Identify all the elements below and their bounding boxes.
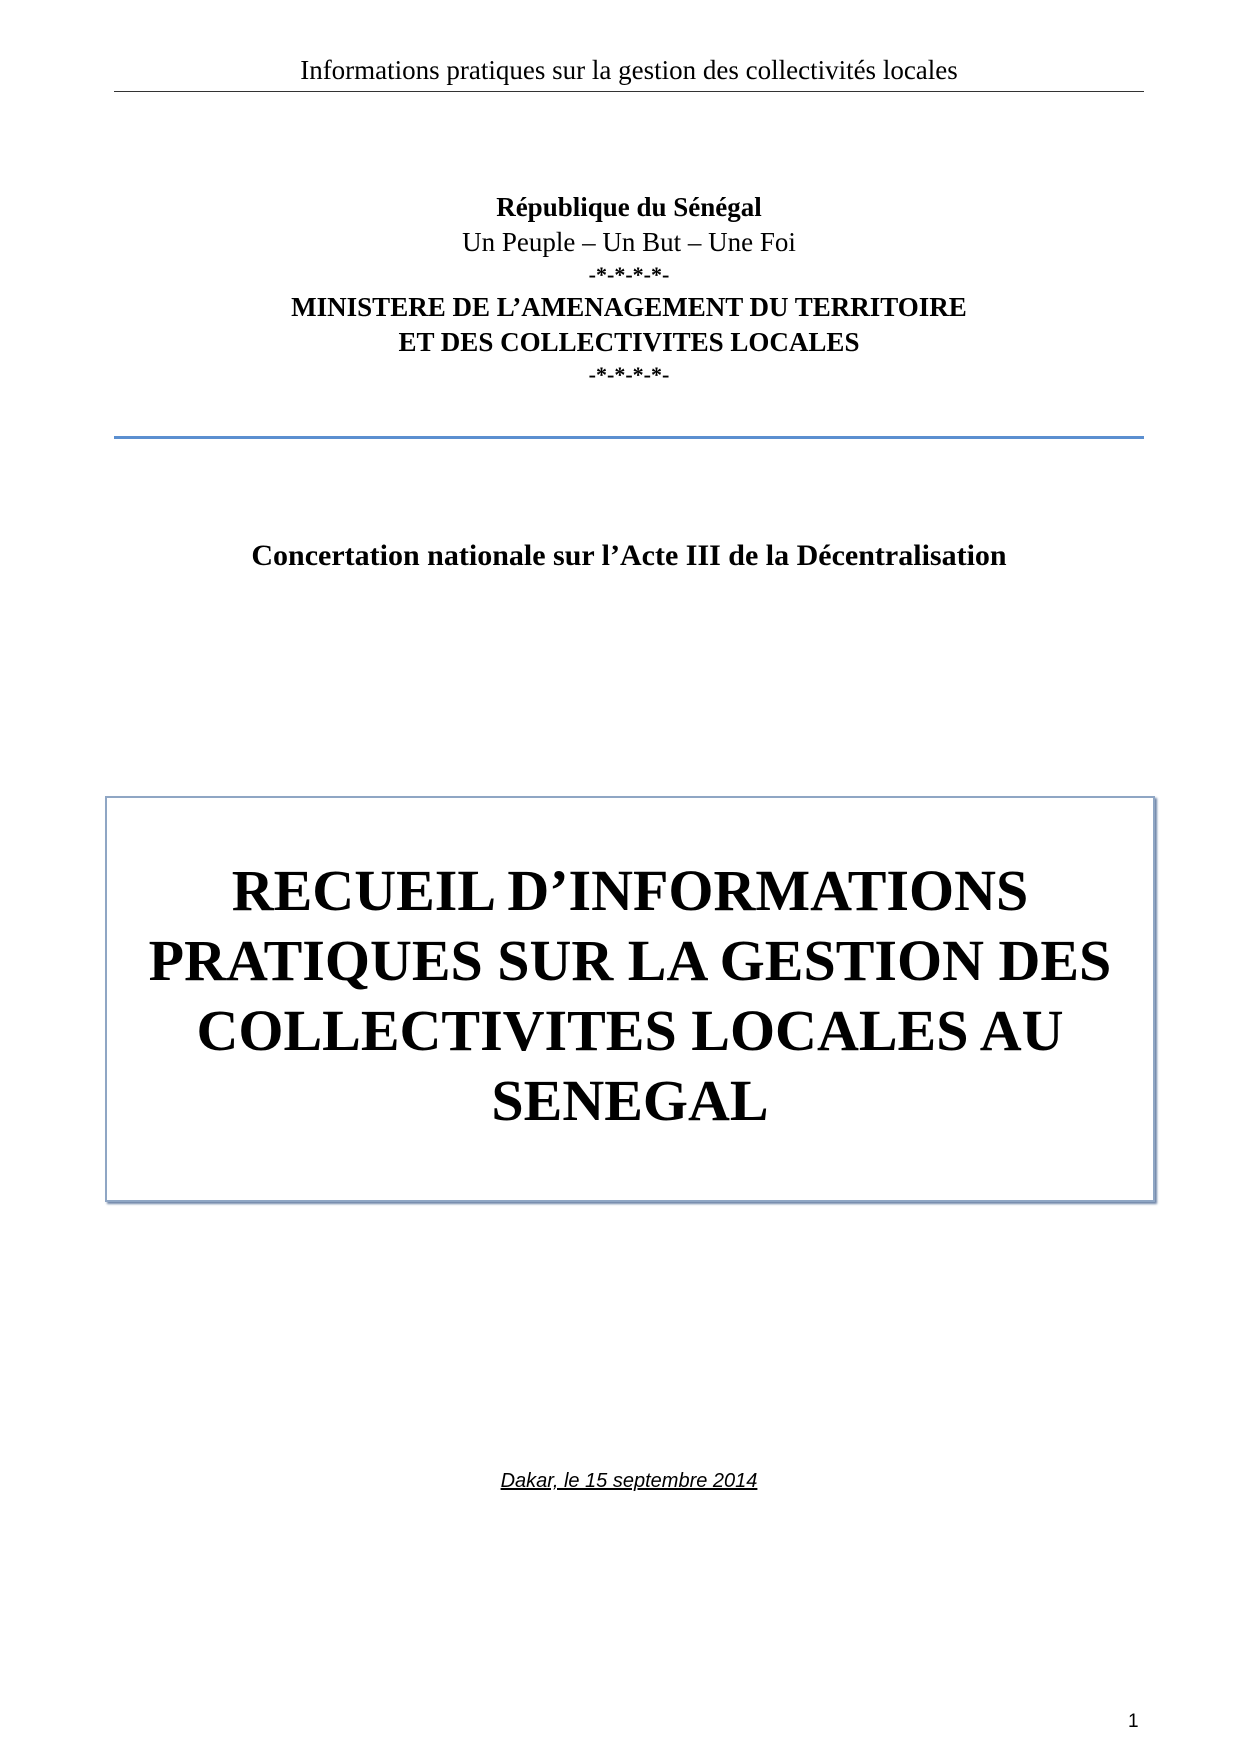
- ministry-line-2: ET DES COLLECTIVITES LOCALES: [398, 327, 860, 357]
- title-line-3: COLLECTIVITES LOCALES AU: [196, 998, 1064, 1063]
- document-title: [120, 856, 1140, 1136]
- document-subtitle: Concertation nationale sur l’Acte III de la Décentralisation: [251, 539, 1007, 572]
- ministry-line-1: MINISTERE DE L’AMENAGEMENT DU TERRITOIRE: [291, 292, 967, 322]
- title-line-1: RECUEIL D’INFORMATIONS: [231, 858, 1029, 923]
- page-number: 1: [1128, 1711, 1139, 1732]
- header-divider: [114, 91, 1144, 92]
- country-name: République du Sénégal: [496, 192, 762, 222]
- authority-block: [114, 190, 1144, 390]
- separator-top: -*-*-*-*-: [588, 262, 670, 287]
- title-box: [105, 796, 1155, 1202]
- separator-bottom: -*-*-*-*-: [588, 362, 670, 387]
- running-header: Informations pratiques sur la gestion des collectivités locales: [300, 55, 958, 85]
- title-line-4: SENEGAL: [491, 1068, 769, 1133]
- section-divider: [114, 436, 1144, 439]
- document-date: Dakar, le 15 septembre 2014: [500, 1470, 758, 1492]
- title-line-2: PRATIQUES SUR LA GESTION DES: [148, 928, 1112, 993]
- national-motto: Un Peuple – Un But – Une Foi: [462, 227, 796, 257]
